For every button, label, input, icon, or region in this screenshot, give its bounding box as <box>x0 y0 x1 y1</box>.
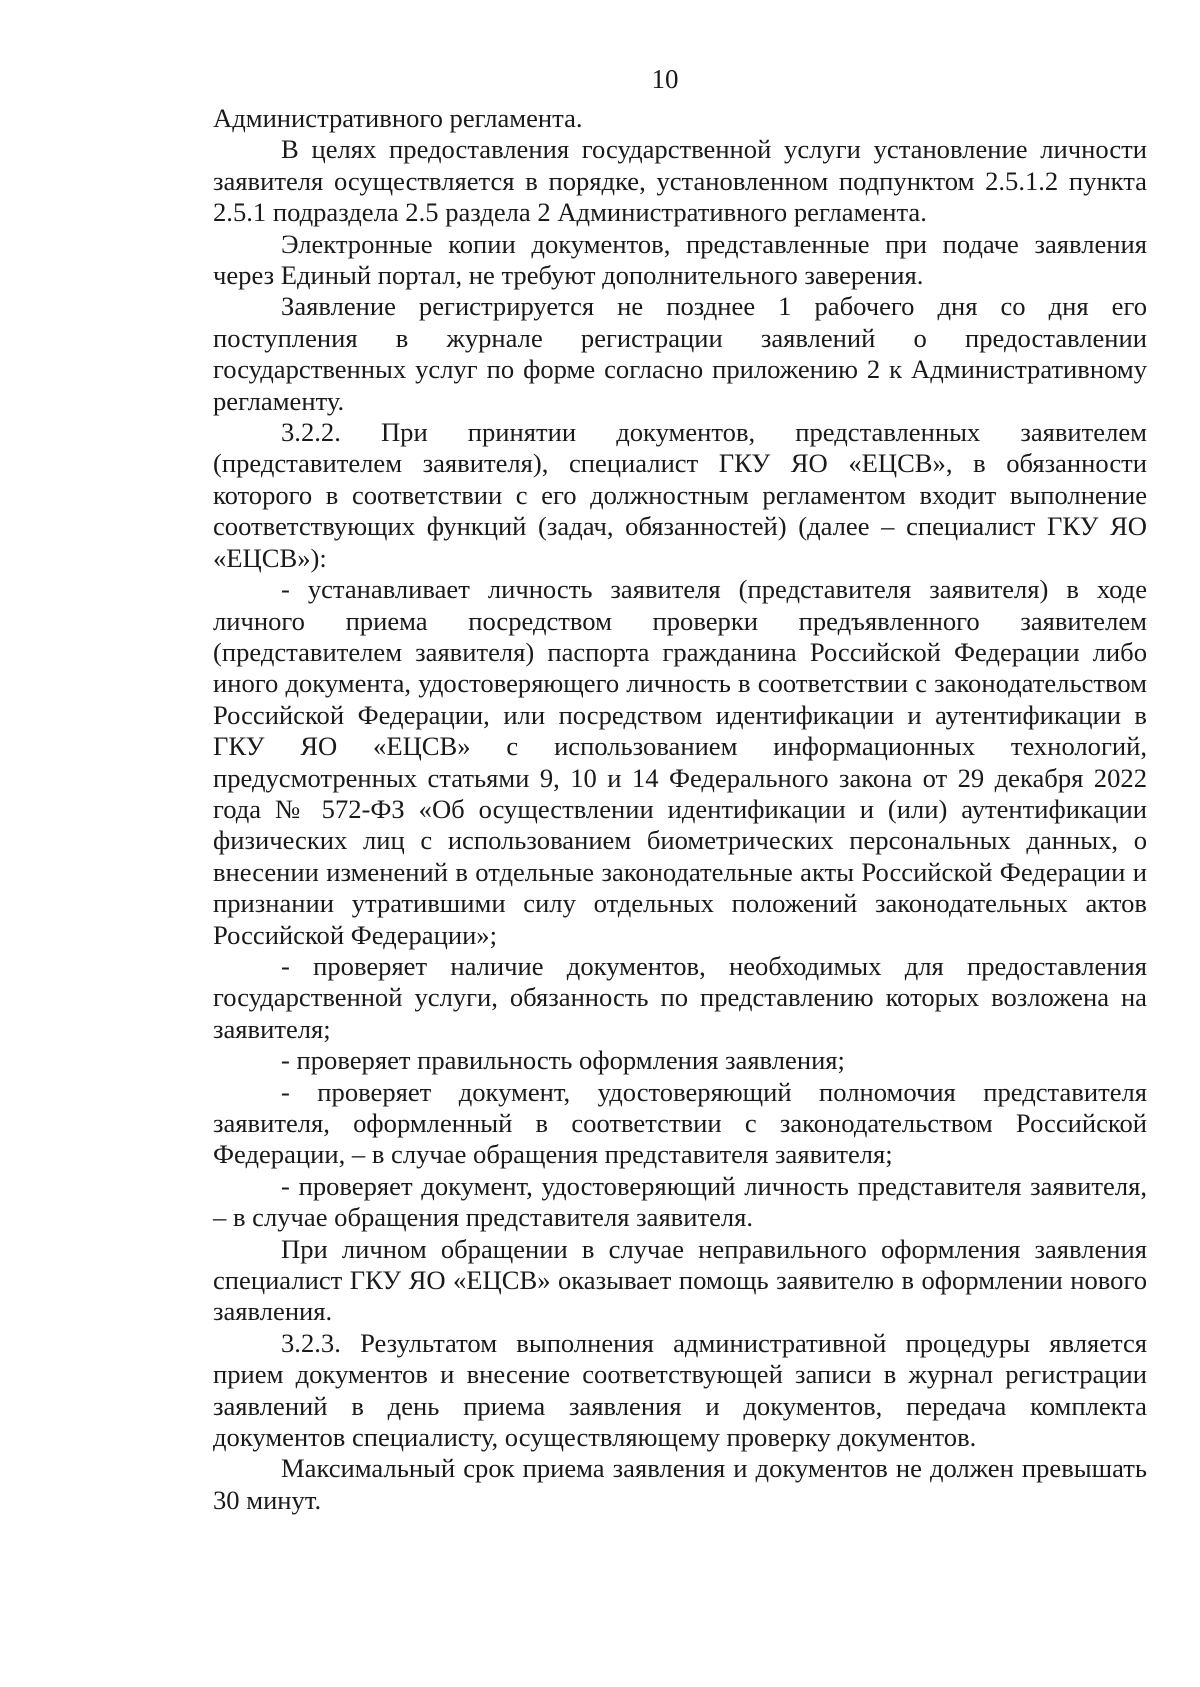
paragraph-identity-verification: В целях предоставления государственной услуги установление личности заявителя осуществляется в порядке, установленном подпунктом 2.5.1.2 пункта 2.5.1 подраздела 2.5 раздела 2 Административного регламента. <box>213 134 1147 228</box>
list-item-check-documents: - проверяет наличие документов, необходимых для предоставления государственной услуги, обязанность по представлению которых возложена на заявителя; <box>213 950 1147 1044</box>
paragraph-personal-assistance: При личном обращении в случае неправильного оформления заявления специалист ГКУ ЯО «ЕЦСВ» оказывает помощь заявителю в оформлении нового заявления. <box>213 1233 1147 1327</box>
paragraph-continuation: Административного регламента. <box>213 103 583 133</box>
paragraph-maximum-time: Максимальный срок приема заявления и документов не должен превышать 30 минут. <box>213 1453 1147 1515</box>
document-body <box>213 103 1147 1516</box>
paragraph-section-3-2-2: 3.2.2. При принятии документов, представленных заявителем (представителем заявителя), специалист ГКУ ЯО «ЕЦСВ», в обязанности которого в соответствии с его должностным регламентом входит выполнение соответствующих функций (задач, обязанностей) (далее – специалист ГКУ ЯО «ЕЦСВ»): <box>213 417 1147 573</box>
paragraph-electronic-copies: Электронные копии документов, представленные при подаче заявления через Единый портал, не требуют дополнительного заверения. <box>213 228 1147 291</box>
list-item-check-application-form: - проверяет правильность оформления заявления; <box>281 1045 845 1076</box>
page-number: 10 <box>651 64 679 94</box>
list-item-check-representative-identity: - проверяет документ, удостоверяющий личность представителя заявителя, – в случае обращения представителя заявителя. <box>213 1170 1147 1233</box>
list-item-establish-identity: - устанавливает личность заявителя (представителя заявителя) в ходе личного приема посредством проверки предъявленного заявителем (представителем заявителя) паспорта гражданина Российской Федерации либо иного документа, удостоверяющего личность в соответствии с законодательством Российской Федерации, или посредством идентификации и аутентификации в ГКУ ЯО «ЕЦСВ» с использованием информационных технологий, предусмотренных статьями 9, 10 и 14 Федерального закона от 29 декабря 2022 года № 572-ФЗ «Об осуществлении идентификации и (или) аутентификации физических лиц с использованием биометрических персональных данных, о внесении изменений в отдельные законодательные акты Российской Федерации и признании утратившими силу отдельных положений законодательных актов Российской Федерации»; <box>213 574 1147 950</box>
list-item-check-authority-document: - проверяет документ, удостоверяющий полномочия представителя заявителя, оформленный в соответствии с законодательством Российской Федерации, – в случае обращения представителя заявителя; <box>213 1076 1147 1170</box>
paragraph-section-3-2-3: 3.2.3. Результатом выполнения административной процедуры является прием документов и внесение соответствующей записи в журнал регистрации заявлений в день приема заявления и документов, передача комплекта документов специалисту, осуществляющему проверку документов. <box>213 1327 1147 1453</box>
paragraph-registration: Заявление регистрируется не позднее 1 рабочего дня со дня его поступления в журнале регистрации заявлений о предоставлении государственных услуг по форме согласно приложению 2 к Административному регламенту. <box>213 291 1147 416</box>
